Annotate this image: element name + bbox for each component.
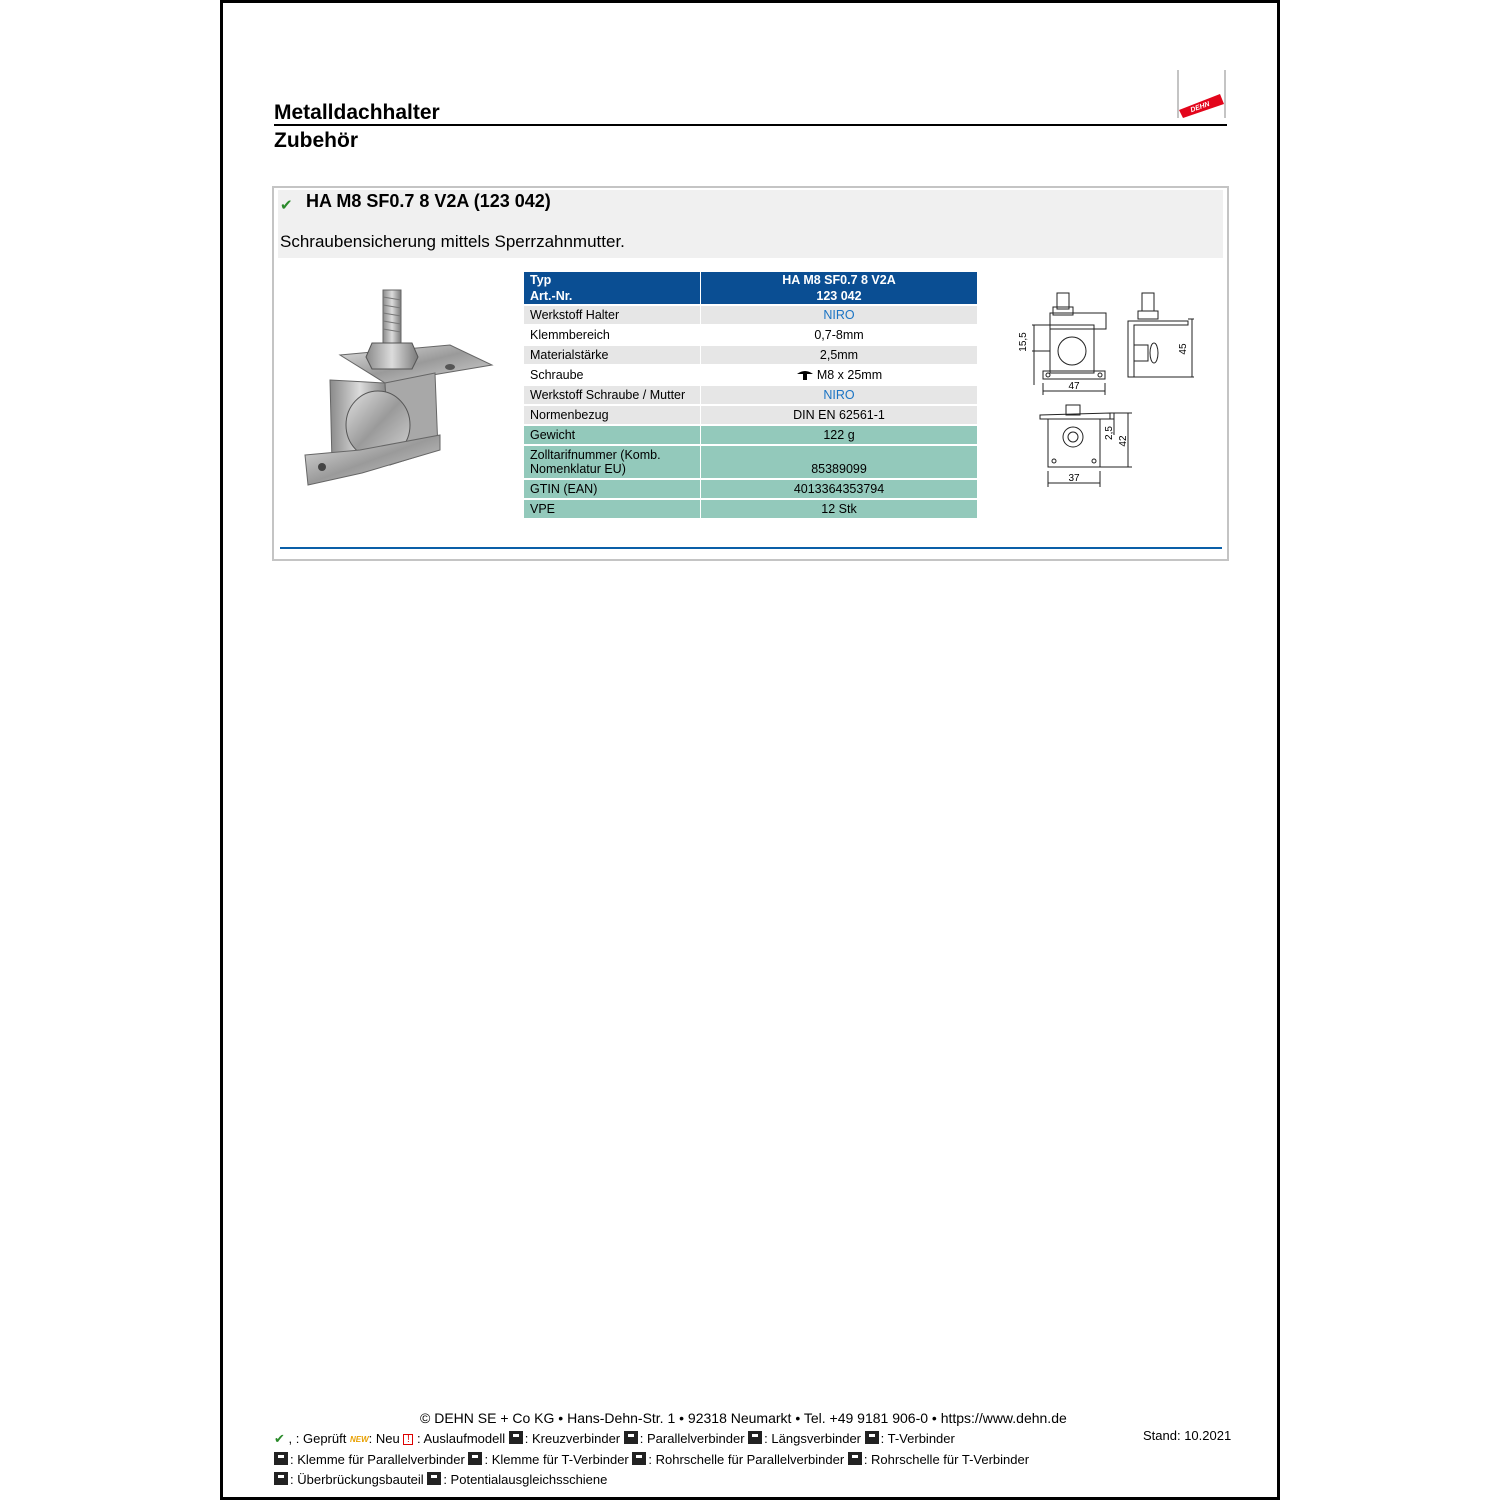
potentialausgleich-icon [427,1472,441,1485]
spec-row [524,326,977,346]
spec-label: Normenbezug [524,406,700,426]
spec-label: Werkstoff Schraube / Mutter [524,386,700,406]
logo-text: DEHN [1189,100,1211,115]
rohrschelle-parallel-icon [632,1452,646,1465]
spec-value: 122 g [700,426,977,446]
legend-line-2 [274,1452,1029,1467]
dim-42: 42 [1118,435,1129,447]
spec-label: Gewicht [524,426,700,446]
dim-15-5: 15,5 [1018,332,1029,352]
new-icon: NEW [349,1435,369,1444]
spec-label: Materialstärke [524,346,700,366]
footer-stand: Stand: 10.2021 [1143,1428,1232,1443]
spec-value: DIN EN 62561-1 [700,406,977,426]
product-description: Schraubensicherung mittels Sperrzahnmutter. [280,232,625,251]
legend-kreuz: : Kreuzverbinder [524,1431,621,1446]
spec-value: 4013364353794 [700,480,977,500]
header-label-artnr: Art.-Nr. [530,289,573,303]
checked-icon: ✔ [280,197,293,214]
dimension-drawing [1010,285,1210,495]
legend-potential: : Potentialausgleichsschiene [443,1472,608,1487]
spec-row [524,366,977,386]
spec-label: VPE [524,500,700,520]
spec-value: 85389099 [700,446,977,480]
legend-klemme-t: : Klemme für T-Verbinder [484,1452,629,1467]
legend-rohr-t: : Rohrschelle für T-Verbinder [863,1452,1030,1467]
legend-parallel: : Parallelverbinder [639,1431,745,1446]
screw-icon [796,370,814,380]
legend-neu: : Neu [368,1431,400,1446]
spec-value-link[interactable]: NIRO [700,386,977,406]
spec-row [524,480,977,500]
t-verbinder-icon [865,1431,879,1444]
dim-37: 37 [1068,473,1080,484]
legend-line-1 [274,1431,955,1447]
spec-value: 2,5mm [700,346,977,366]
kreuzverbinder-icon [509,1431,523,1444]
rohrschelle-t-icon [848,1452,862,1465]
page-subtitle: Zubehör [274,129,358,152]
header-label-type: Typ [530,273,552,287]
spec-row [524,346,977,366]
spec-header-row [524,272,977,306]
product-photo [300,285,495,490]
card-divider [280,547,1222,549]
spec-row [524,386,977,406]
legend-checked: , : Geprüft [288,1431,347,1446]
spec-value-screw [700,366,977,386]
legend-laengs: : Längsverbinder [764,1431,862,1446]
spec-label: Zolltarifnummer (Komb. Nomenklatur EU) [524,446,700,480]
spec-value-link[interactable]: NIRO [700,306,977,326]
legend-line-3 [274,1472,607,1487]
legend-klemme-parallel: : Klemme für Parallelverbinder [290,1452,465,1467]
spec-table [524,272,977,520]
ueberbrueckung-icon [274,1472,288,1485]
dim-2-5: 2,5 [1104,426,1115,440]
spec-label: Schraube [524,366,700,386]
legend-auslauf: : Auslaufmodell [413,1431,506,1446]
legend-ueberbrueckung: : Überbrückungsbauteil [290,1472,424,1487]
spec-row [524,446,977,480]
dim-45: 45 [1178,343,1189,355]
spec-row [524,500,977,520]
spec-value: 0,7-8mm [700,326,977,346]
header-value-type: HA M8 SF0.7 8 V2A [782,273,896,287]
legend-rohr-parallel: : Rohrschelle für Parallelverbinder [648,1452,845,1467]
product-title: HA M8 SF0.7 8 V2A (123 042) [306,191,551,211]
legend-t: : T-Verbinder [880,1431,955,1446]
spec-label: GTIN (EAN) [524,480,700,500]
auslauf-icon: ! [403,1434,413,1445]
screw-value: M8 x 25mm [816,368,883,382]
checked-icon: ✔ [274,1431,285,1446]
parallelverbinder-icon [624,1431,638,1444]
title-divider [274,124,1227,126]
klemme-t-icon [468,1452,482,1465]
spec-label: Klemmbereich [524,326,700,346]
footer-copyright: © DEHN SE + Co KG • Hans-Dehn-Str. 1 • 92318 Neumarkt • Tel. +49 9181 906-0 • https://www.dehn.de [420,1410,1067,1426]
dehn-logo [1176,70,1226,120]
laengsverbinder-icon [748,1431,762,1444]
page-title: Metalldachhalter [274,101,440,124]
spec-row [524,426,977,446]
spec-label: Werkstoff Halter [524,306,700,326]
dim-47: 47 [1068,381,1080,392]
spec-value: 12 Stk [700,500,977,520]
spec-row [524,406,977,426]
spec-row [524,306,977,326]
header-value-artnr: 123 042 [816,289,862,303]
klemme-parallel-icon [274,1452,288,1465]
